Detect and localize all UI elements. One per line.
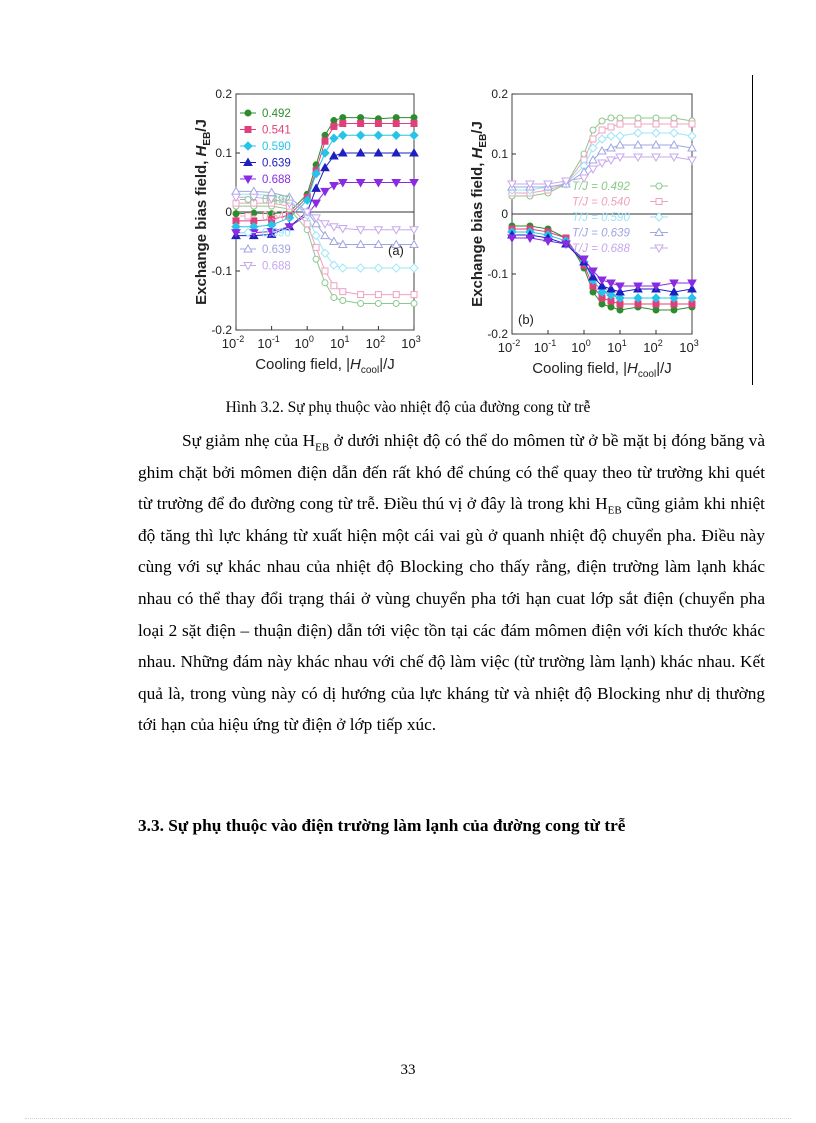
data-point [339, 131, 347, 139]
y-axis-label-var: H [469, 147, 486, 159]
y-axis-label-tail: /J [469, 121, 486, 134]
data-point [331, 118, 337, 124]
legend-marker [245, 197, 251, 203]
right-margin-rule [752, 75, 753, 385]
x-tick-exp: 2 [657, 338, 663, 348]
x-tick-label [643, 338, 662, 355]
paragraph-part-3: cũng giảm khi nhiệt độ tăng thì lực kháng từ xuất hiện một cái vai gù ở quanh nhiệt độ chuyển pha. Điều này cùng với sự khác nhau của nhiệt độ Blocking cho thấy rằng, điện trường làm lạnh khác nhau có thể thay đổi trạng thái ở vùng chuyển pha tới hạn cuat lớp sắt điện (chuyển pha loại 2 sặt điện – thuận điện) dẫn tới việc tồn tại các đám mômen điện với kích thước khác nhau. Những đám này khác nhau với chế độ làm việc (từ trường làm lạnh) khác nhau. Kết quả là, trong vùng này có dị hướng của lực kháng từ và nhiệt độ Blocking như dị thường tới hạn của hiệu ứng từ điện ở lớp tiếp xúc. [138, 494, 765, 735]
legend-marker [656, 183, 662, 189]
data-point [599, 301, 605, 307]
y-axis-label [193, 119, 213, 305]
data-point [340, 289, 346, 295]
legend-label: T/J = 0.540 [572, 196, 630, 209]
data-point [599, 127, 605, 133]
x-tick-exp: 0 [585, 338, 591, 348]
data-point [634, 129, 642, 137]
data-point [251, 210, 257, 216]
data-point [358, 300, 364, 306]
y-axis-label-var: H [193, 145, 210, 157]
data-point [411, 115, 417, 121]
data-point [411, 292, 417, 298]
data-point [608, 115, 614, 121]
data-point [617, 307, 623, 313]
legend-marker [656, 199, 662, 205]
data-point [358, 292, 364, 298]
data-point [358, 115, 364, 121]
legend-label: 0.541 [262, 211, 291, 223]
data-point [313, 256, 319, 262]
x-axis-label-sub: cool [360, 365, 380, 376]
y-tick-label: 0 [225, 205, 232, 219]
data-point [608, 304, 614, 310]
data-point [374, 264, 382, 272]
legend-label: 0.590 [262, 141, 291, 153]
data-point [607, 132, 615, 140]
x-axis-label-var: H [350, 356, 361, 373]
panel-label: (b) [518, 312, 534, 327]
y-tick-label: 0.2 [491, 87, 508, 101]
data-point [330, 238, 338, 245]
data-point [688, 157, 696, 164]
data-point [608, 124, 614, 130]
x-axis-label-main: Cooling field, | [255, 356, 351, 373]
data-point [411, 300, 417, 306]
x-tick-base: 10 [401, 336, 416, 351]
data-point [590, 289, 596, 295]
x-tick-label [498, 338, 520, 355]
data-point [331, 283, 337, 289]
x-tick-exp: 3 [415, 334, 421, 344]
series-2 [232, 131, 418, 230]
legend-label: T/J = 0.492 [572, 181, 630, 193]
panel-label: (a) [388, 243, 404, 258]
legend-label: 0.492 [262, 194, 291, 207]
x-tick-base: 10 [643, 340, 658, 355]
x-tick-label [679, 338, 698, 355]
section-heading: 3.3. Sự phụ thuộc vào điện trường làm lạnh của đường cong từ trễ [138, 816, 626, 835]
data-point [671, 121, 677, 127]
data-point [321, 249, 329, 257]
legend-label: 0.590 [262, 227, 291, 240]
data-point [375, 300, 381, 306]
data-point [598, 160, 606, 167]
data-point [590, 127, 596, 133]
data-point [670, 129, 678, 137]
x-tick-base: 10 [257, 336, 272, 351]
x-tick-label [257, 334, 279, 351]
legend-label: T/J = 0.639 [572, 227, 630, 240]
y-tick-label: 0.2 [215, 87, 232, 101]
data-point [653, 307, 659, 313]
data-point [617, 121, 623, 127]
x-axis-label [255, 356, 395, 376]
x-tick-exp: -1 [548, 338, 557, 348]
legend-label: 0.541 [262, 124, 291, 137]
data-point [304, 221, 310, 227]
data-point [358, 121, 364, 127]
y-axis-label-main: Exchange bias field, [193, 156, 210, 305]
data-point [393, 300, 399, 306]
series-8 [232, 187, 418, 247]
data-point [330, 134, 338, 142]
y-axis-label-sub: EB [202, 131, 213, 146]
y-tick-label: -0.1 [211, 264, 232, 278]
data-point [392, 264, 400, 272]
legend [240, 108, 291, 273]
y-tick-label: 0 [501, 207, 508, 221]
x-tick-base: 10 [533, 340, 549, 355]
x-tick-label [534, 338, 556, 355]
legend-label: 0.639 [262, 244, 291, 256]
data-point [671, 307, 677, 313]
data-point [340, 121, 346, 127]
x-axis-label-var: H [627, 360, 638, 377]
data-point [340, 115, 346, 121]
legend-marker [245, 110, 251, 116]
data-point [599, 118, 605, 124]
legend-marker [244, 142, 252, 150]
paragraph-text [138, 425, 765, 741]
x-tick-label [401, 334, 420, 351]
data-point [322, 280, 328, 286]
x-tick-label [571, 338, 590, 355]
data-point [357, 264, 365, 272]
paragraph-part-2: ở dưới nhiệt độ có thể do mômen từ ở bề mặt bị đóng băng và ghim chặt bởi mômen điện dẫn đến rất khó để chúng có thể quay theo từ trường khi quét từ trường để đo đường cong từ trễ. Điều thú vị ở đây là trong khi H [138, 431, 765, 514]
x-axis-label-sub: cool [637, 369, 657, 380]
figure [190, 80, 710, 385]
x-tick-label [294, 334, 313, 351]
y-tick-label: -0.2 [487, 327, 508, 341]
data-point [653, 115, 659, 121]
subscript-eb-1: EB [315, 441, 330, 454]
y-axis-label-sub: EB [478, 133, 489, 148]
x-tick-exp: 1 [621, 338, 627, 348]
x-tick-exp: 0 [308, 334, 314, 344]
chart-panel-b [460, 80, 705, 385]
x-tick-base: 10 [294, 336, 309, 351]
x-tick-label [330, 334, 349, 351]
series-8 [508, 231, 696, 295]
data-point [671, 115, 677, 121]
legend-label: T/J = 0.590 [572, 212, 630, 224]
x-axis-label-tail: |/J [379, 356, 395, 373]
data-point [339, 264, 347, 272]
data-point [330, 261, 338, 269]
x-tick-base: 10 [221, 336, 237, 351]
x-tick-exp: 3 [693, 338, 699, 348]
chart-b-svg [460, 80, 705, 385]
paragraph-part-1: Sự giảm nhẹ của H [182, 431, 316, 450]
data-point [357, 131, 365, 139]
data-point [313, 244, 319, 250]
data-point [330, 182, 338, 189]
body-paragraph [138, 425, 765, 741]
data-point [410, 264, 418, 272]
data-point [393, 292, 399, 298]
data-point [375, 121, 381, 127]
x-tick-base: 10 [679, 340, 694, 355]
data-point [616, 132, 624, 140]
x-axis-label-tail: |/J [656, 360, 672, 377]
data-point [590, 136, 596, 142]
x-tick-base: 10 [571, 340, 586, 355]
legend-label: 0.639 [262, 157, 291, 170]
x-tick-base: 10 [607, 340, 622, 355]
data-point [374, 131, 382, 139]
page-bottom-border [25, 1118, 791, 1119]
data-point [689, 121, 695, 127]
chart-a-svg [190, 80, 430, 380]
x-tick-label [366, 334, 385, 351]
x-tick-exp: -2 [512, 338, 521, 348]
legend-label: T/J = 0.688 [572, 243, 630, 255]
legend-marker [245, 127, 251, 133]
data-point [322, 268, 328, 274]
page-number: 33 [400, 1062, 416, 1078]
x-tick-exp: 1 [344, 334, 350, 344]
data-point [392, 131, 400, 139]
x-tick-exp: -1 [271, 334, 280, 344]
data-point [393, 121, 399, 127]
x-tick-exp: 2 [380, 334, 386, 344]
data-point [653, 121, 659, 127]
x-tick-label [607, 338, 626, 355]
data-point [375, 292, 381, 298]
data-point [410, 131, 418, 139]
data-point [635, 115, 641, 121]
y-tick-label: -0.1 [487, 267, 508, 281]
x-axis-label-main: Cooling field, | [532, 360, 628, 377]
y-tick-label: -0.2 [211, 323, 232, 337]
data-point [331, 295, 337, 301]
data-point [617, 115, 623, 121]
x-tick-base: 10 [365, 336, 381, 351]
figure-caption: Hình 3.2. Sự phụ thuộc vào nhiệt độ của đường cong từ trễ [225, 399, 591, 416]
data-point [331, 123, 337, 129]
legend-label: 0.688 [262, 174, 291, 186]
y-axis-label [469, 121, 489, 307]
legend [572, 181, 668, 255]
legend-marker [245, 213, 251, 219]
x-tick-exp: -2 [236, 334, 245, 344]
data-point [233, 211, 239, 217]
subscript-eb-2: EB [607, 504, 622, 517]
x-tick-label [222, 334, 244, 351]
data-point [688, 132, 696, 140]
data-point [322, 138, 328, 144]
data-point [411, 121, 417, 127]
data-point [652, 129, 660, 137]
legend-label: 0.492 [262, 108, 291, 120]
y-axis-label-tail: /J [193, 119, 210, 132]
chart-panel-a [190, 80, 430, 380]
x-tick-base: 10 [497, 340, 513, 355]
x-axis-label [532, 360, 672, 380]
data-point [312, 232, 320, 240]
y-axis-label-main: Exchange bias field, [469, 158, 486, 307]
series-9 [232, 194, 418, 233]
y-tick-label: 0.1 [215, 146, 232, 160]
data-point [340, 298, 346, 304]
x-tick-base: 10 [330, 336, 345, 351]
legend-label: 0.688 [262, 260, 291, 273]
y-tick-label: 0.1 [491, 147, 508, 161]
data-point [312, 184, 320, 191]
data-point [635, 121, 641, 127]
data-point [393, 115, 399, 121]
